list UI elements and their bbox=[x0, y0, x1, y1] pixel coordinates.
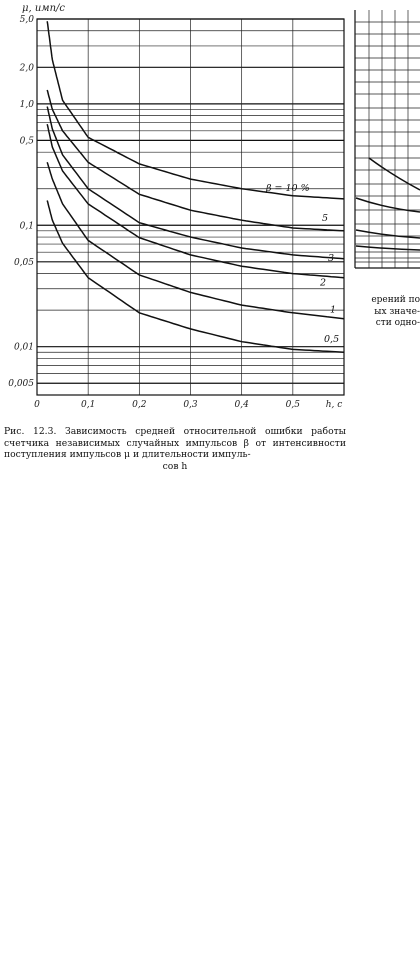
y-tick-label: 5,0 bbox=[19, 15, 34, 25]
y-tick-label: 0,1 bbox=[19, 221, 34, 232]
series-label: 3 bbox=[328, 252, 335, 264]
x-tick-label: 0,5 bbox=[285, 400, 300, 410]
x-tick-label: 0 bbox=[34, 400, 40, 410]
x-tick-label: 0,2 bbox=[132, 400, 147, 410]
adjacent-column-text bbox=[349, 295, 420, 330]
x-tick-label: 0,3 bbox=[183, 400, 198, 410]
series-label: 0,5 bbox=[324, 334, 340, 346]
fragment-curve bbox=[369, 158, 420, 190]
series-label: 1 bbox=[330, 304, 337, 316]
y-tick-label: 1,0 bbox=[19, 99, 34, 110]
fragment-curve bbox=[356, 246, 420, 250]
x-tick-labels bbox=[34, 400, 342, 410]
series-curves bbox=[47, 21, 344, 352]
y-tick-label: 0,05 bbox=[13, 257, 34, 268]
y-tick-label: 2,0 bbox=[19, 63, 34, 74]
caption-text: Рис. 12.3. Зависимость средней относительной ошибки работы счетчика независимых случайных импульсов β от интенсивности поступления импульсов μ и длительности импуль- bbox=[4, 426, 346, 460]
chart-figure bbox=[0, 0, 420, 420]
series-label: 5 bbox=[322, 212, 329, 224]
y-tick-label: 0,5 bbox=[19, 136, 34, 147]
series-curve bbox=[47, 201, 344, 353]
x-tick-label: 0,4 bbox=[234, 400, 249, 410]
side-text-line: ых значе- bbox=[374, 306, 420, 317]
figure-caption bbox=[4, 426, 346, 472]
series-label: β = 10 % bbox=[266, 182, 310, 194]
side-text-line: ерений по bbox=[371, 295, 420, 305]
x-tick-label: h, с bbox=[325, 400, 343, 410]
y-axis-label: μ, имп/с bbox=[22, 3, 65, 14]
y-tick-label: 0,005 bbox=[8, 379, 34, 390]
series-curve bbox=[47, 90, 344, 231]
adjacent-chart-fragment bbox=[355, 10, 420, 268]
y-tick-label: 0,01 bbox=[13, 342, 34, 353]
series-curve bbox=[47, 21, 344, 199]
vertical-gridlines bbox=[88, 19, 293, 395]
x-tick-label: 0,1 bbox=[81, 400, 96, 410]
caption-last-line: сов h bbox=[162, 460, 188, 472]
y-tick-labels bbox=[8, 15, 34, 389]
fragment-curve bbox=[356, 230, 420, 238]
series-label: 2 bbox=[320, 277, 327, 289]
side-text-line: сти одно- bbox=[375, 318, 420, 328]
